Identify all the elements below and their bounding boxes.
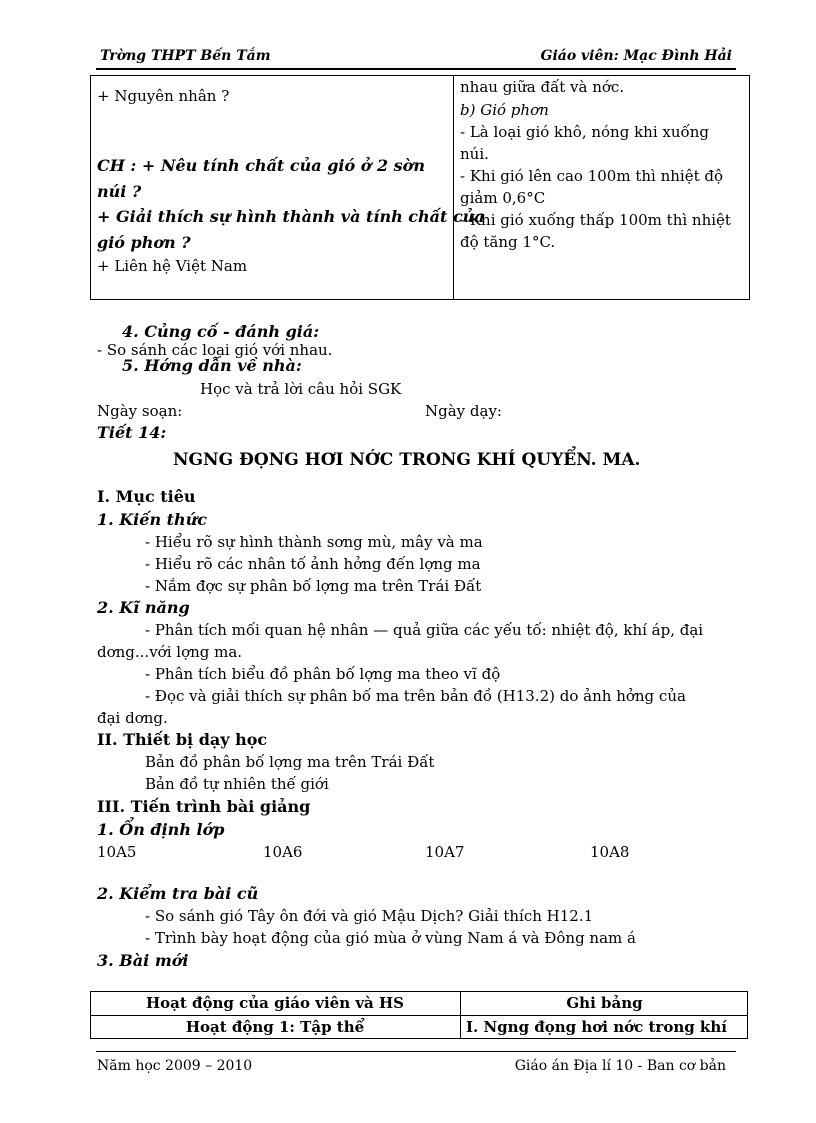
- lesson-number: Tiết 14:: [97, 423, 167, 442]
- skill-1b: dơng...với lợng ma.: [97, 643, 243, 661]
- knowledge-2: - Hiểu rõ các nhân tố ảnh hởng đến lợng ma: [145, 555, 481, 573]
- bottom-row-left: Hoạt động 1: Tập thể: [185, 1018, 365, 1036]
- consolidate-title: 4. Củng cố - đánh giá:: [122, 322, 320, 341]
- table-right-5: - Khi gió lên cao 100m thì nhiệt độ: [460, 167, 724, 185]
- knowledge-3: - Nắm đợc sự phân bố lợng ma trên Trái Đất: [145, 577, 482, 595]
- bottom-header-left: Hoạt động của giáo viên và HS: [145, 994, 405, 1012]
- table-cause: + Nguyên nhân ?: [97, 87, 230, 105]
- check-title: 2. Kiểm tra bài cũ: [97, 884, 259, 903]
- objectives-title: I. Mục tiêu: [97, 487, 196, 506]
- table-relate: + Liên hệ Việt Nam: [97, 257, 248, 275]
- class-4: 10A8: [590, 843, 630, 861]
- consolidate-text: - So sánh các loại gió với nhau.: [97, 341, 333, 359]
- homework-text: Học và trả lời câu hỏi SGK: [200, 380, 402, 398]
- table-question-4: gió phơn ?: [97, 233, 191, 252]
- header-rule: [96, 68, 736, 70]
- top-table-divider: [453, 75, 454, 300]
- class-1: 10A5: [97, 843, 137, 861]
- table-right-7: - Khi gió xuống thấp 100m thì nhiệt: [460, 211, 731, 229]
- table-right-4: núi.: [460, 145, 489, 163]
- stabilize-title: 1. Ổn định lớp: [97, 820, 225, 839]
- footer-year: Năm học 2009 – 2010: [97, 1058, 253, 1074]
- skills-title: 2. Kĩ năng: [97, 598, 190, 617]
- table-right-2: b) Gió phơn: [460, 101, 549, 119]
- homework-title: 5. Hớng dẫn về nhà:: [122, 356, 302, 375]
- header-school: Trờng THPT Bến Tắm: [100, 48, 271, 64]
- skill-3b: đại dơng.: [97, 709, 168, 727]
- equipment-title: II. Thiết bị dạy học: [97, 730, 268, 749]
- header-teacher: Giáo viên: Mạc Đình Hải: [540, 48, 732, 64]
- knowledge-title: 1. Kiến thức: [97, 510, 208, 529]
- knowledge-1: - Hiểu rõ sự hình thành sơng mù, mây và ma: [145, 533, 483, 551]
- teach-date: Ngày dạy:: [425, 402, 502, 420]
- table-question-3: + Giải thích sự hình thành và tính chất của: [97, 207, 485, 226]
- lesson-title: NGNG ĐỌNG HƠI NỚC TRONG KHÍ QUYỂN. MA.: [173, 450, 641, 470]
- bottom-table-row-rule: [90, 1015, 748, 1016]
- equipment-2: Bản đồ tự nhiên thế giới: [145, 775, 329, 793]
- bottom-header-right: Ghi bảng: [566, 994, 643, 1012]
- table-right-3: - Là loại gió khô, nóng khi xuống: [460, 123, 709, 141]
- footer-subject: Giáo án Địa lí 10 - Ban cơ bản: [514, 1058, 726, 1074]
- class-3: 10A7: [425, 843, 465, 861]
- footer-rule: [96, 1051, 736, 1052]
- table-question-1: CH : + Nêu tính chất của gió ở 2 sờn: [97, 156, 425, 175]
- process-title: III. Tiến trình bài giảng: [97, 797, 311, 816]
- table-right-8: độ tăng 1°C.: [460, 233, 556, 251]
- class-2: 10A6: [263, 843, 303, 861]
- table-right-1: nhau giữa đất và nớc.: [460, 78, 625, 96]
- equipment-1: Bản đồ phân bố lợng ma trên Trái Đất: [145, 753, 435, 771]
- prep-date: Ngày soạn:: [97, 402, 183, 420]
- skill-3a: - Đọc và giải thích sự phân bố ma trên bản đồ (H13.2) do ảnh hởng của: [145, 687, 686, 705]
- table-question-2: núi ?: [97, 182, 142, 201]
- skill-1a: - Phân tích mối quan hệ nhân — quả giữa các yếu tố: nhiệt độ, khí áp, đại: [145, 621, 704, 639]
- new-lesson-title: 3. Bài mới: [97, 951, 189, 970]
- check-1: - So sánh gió Tây ôn đới và gió Mậu Dịch? Giải thích H12.1: [145, 907, 594, 925]
- skill-2: - Phân tích biểu đồ phân bố lợng ma theo vĩ độ: [145, 665, 501, 683]
- bottom-row-right: I. Ngng đọng hơi nớc trong khí: [466, 1018, 727, 1036]
- check-2: - Trình bày hoạt động của gió mùa ở vùng Nam á và Đông nam á: [145, 929, 636, 947]
- table-right-6: giảm 0,6°C: [460, 189, 546, 207]
